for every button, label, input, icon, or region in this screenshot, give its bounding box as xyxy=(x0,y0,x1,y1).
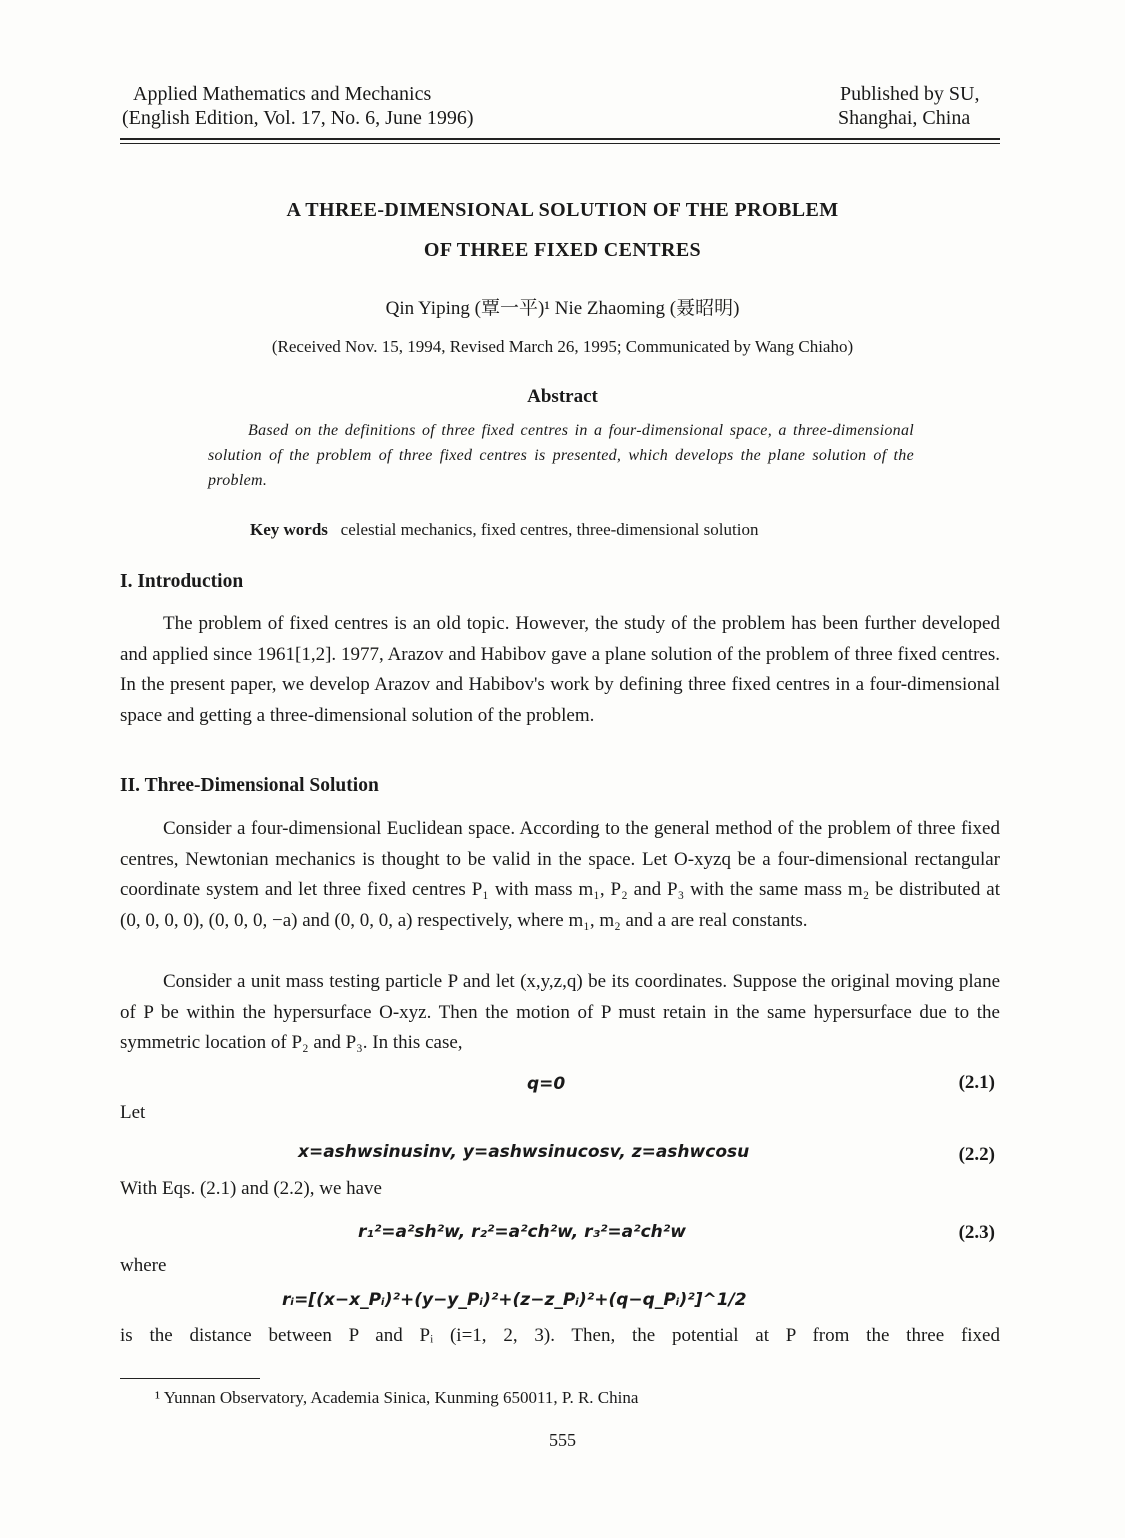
section-heading-introduction: I. Introduction xyxy=(120,571,244,592)
equation-distance: rᵢ=[(x−x_Pᵢ)²+(y−y_Pᵢ)²+(z−z_Pᵢ)²+(q−q_Pᵢ)²]^1/2 xyxy=(282,1290,747,1310)
text-where: where xyxy=(120,1255,167,1276)
text-with-eqs: With Eqs. (2.1) and (2.2), we have xyxy=(120,1178,382,1199)
keywords xyxy=(250,520,758,540)
equation-2-3: r₁²=a²sh²w, r₂²=a²ch²w, r₃²=a²ch²w xyxy=(358,1222,686,1242)
abstract-text: Based on the definitions of three fixed centres in a four-dimensional space, a three-dimensional solution of the problem of three fixed centres is presented, which develops the plane solution of the problem. xyxy=(208,422,914,489)
header-rule-thin xyxy=(120,143,1000,144)
journal-issue: (English Edition, Vol. 17, No. 6, June 1996) xyxy=(122,107,474,129)
equation-2-3-number: (2.3) xyxy=(958,1222,995,1243)
section-heading-solution: II. Three-Dimensional Solution xyxy=(120,775,379,796)
solution-paragraph-2: Consider a unit mass testing particle P and let (x,y,z,q) be its coordinates. Suppose the original moving plane of P be within the hypersurface O-xyz. Then the motion of P must retain in the same hypersurface due to the symmetric location of P₂ and P₃. In this case, xyxy=(120,971,1000,1054)
received-dates: (Received Nov. 15, 1994, Revised March 26, 1995; Communicated by Wang Chiaho) xyxy=(271,337,854,356)
publisher-location: Shanghai, China xyxy=(838,107,971,129)
header-rule-thick xyxy=(120,138,1000,140)
footnote-affiliation: ¹ Yunnan Observatory, Academia Sinica, Kunming 650011, P. R. China xyxy=(155,1388,639,1407)
footnote-rule xyxy=(120,1378,260,1379)
authors: Qin Yiping (覃一平)¹ Nie Zhaoming (聂昭明) xyxy=(385,298,740,319)
page-number: 555 xyxy=(549,1430,576,1450)
closing-sentence: is the distance between P and Pᵢ (i=1, 2, 3). Then, the potential at P from the three fixed xyxy=(120,1325,1000,1346)
text-let: Let xyxy=(120,1102,146,1123)
introduction-paragraph: The problem of fixed centres is an old topic. However, the study of the problem has been further developed and applied since 1961[1,2]. 1977, Arazov and Habibov gave a plane solution of the problem of three fixed centres. In the present paper, we develop Arazov and Habibov's work by defining three fixed centres in a four-dimensional space and getting a three-dimensional solution of the problem. xyxy=(120,613,1000,726)
paper-title-line1: A THREE-DIMENSIONAL SOLUTION OF THE PROBLEM xyxy=(286,199,839,221)
paper-title-line2: OF THREE FIXED CENTRES xyxy=(423,239,702,261)
abstract-heading: Abstract xyxy=(527,386,598,407)
equation-2-2-number: (2.2) xyxy=(958,1144,995,1165)
keywords-label: Key words xyxy=(250,520,328,539)
publisher: Published by SU, xyxy=(840,83,980,105)
equation-2-1: q=0 xyxy=(527,1074,566,1094)
equation-2-2: x=ashwsinusinv, y=ashwsinucosv, z=ashwcosu xyxy=(298,1142,750,1162)
solution-paragraph-1: Consider a four-dimensional Euclidean space. According to the general method of the problem of three fixed centres, Newtonian mechanics is thought to be valid in the space. Let O-xyzq be a four-dimensional rectangular coordinate system and let three fixed centres P₁ with mass m₁, P₂ and P₃ with the same mass m₂ be distributed at (0, 0, 0, 0), (0, 0, 0, −a) and (0, 0, 0, a) respectively, where m₁, m₂ and a are real constants. xyxy=(120,818,1000,931)
journal-name: Applied Mathematics and Mechanics xyxy=(133,83,432,105)
keywords-text: celestial mechanics, fixed centres, three-dimensional solution xyxy=(340,520,759,539)
equation-2-1-number: (2.1) xyxy=(958,1072,995,1093)
